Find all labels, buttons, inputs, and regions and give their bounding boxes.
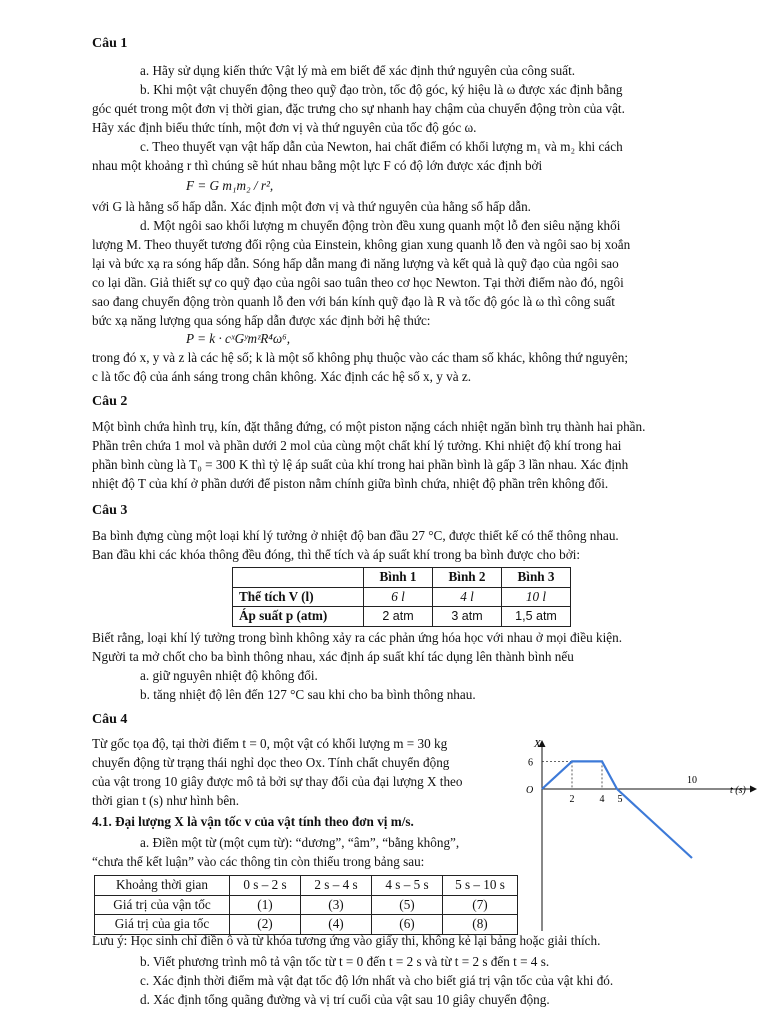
table-cell: (7) [443,895,518,915]
table-cell: 6 l [364,587,433,607]
q3-a: a. giữ nguyên nhiệt độ không đổi. [140,668,318,683]
q4-intro2: chuyển động từ trạng thái nghỉ dọc theo Ox. Tính chất chuyển động [92,755,450,770]
table-cell: (6) [372,915,443,935]
q1-b-line2: góc quét trong một đơn vị thời gian, đặc trưng cho sự nhanh hay chậm của chuyển động tròn của vật. [92,101,625,116]
q4-table-header-cell: 2 s – 4 s [301,876,372,896]
q1-a: a. Hãy sử dụng kiến thức Vật lý mà em biết để xác định thứ nguyên của công suất. [140,63,576,78]
q1-d-line6: bức xạ năng lượng qua sóng hấp dẫn được xác định bởi hệ thức: [92,313,431,328]
q2-line2: Phần trên chứa 1 mol và phần dưới 2 mol của cùng một chất khí lý tưởng. Khi nhiệt độ khí trong hai [92,438,622,453]
q4-table-header-cell: 0 s – 2 s [230,876,301,896]
table-cell: (1) [230,895,301,915]
table-row [95,895,518,915]
q4-table-header-cell: 4 s – 5 s [372,876,443,896]
table-cell: (2) [230,915,301,935]
q1-title: Câu 1 [92,36,128,51]
q3-line2: Ban đầu khi các khóa thông đều đóng, thì thể tích và áp suất khí trong ba bình được cho bởi: [92,547,581,562]
q1-d-line1: d. Một ngôi sao khối lượng m chuyển động tròn đều xung quanh một lỗ đen siêu nặng khối [140,218,621,233]
y-tick-label: 6 [528,757,533,769]
q1-d-line3: lại và bức xạ ra sóng hấp dẫn. Sóng hấp dẫn mang đi năng lượng và kết quả là quỹ đạo của ngôi sao [92,256,619,271]
q4-a-line2: “chưa thể kết luận” vào các thông tin còn thiếu trong bảng sau: [92,854,425,869]
q1-d-formula: P = k · cˣGʸmᶻR⁴ω⁶, [186,331,291,346]
table-cell: 3 atm [433,607,502,627]
table-row [233,607,571,627]
q1-d-after1: trong đó x, y và z là các hệ số; k là một số không phụ thuộc vào các tham số khác, không thứ nguyên; [92,350,628,365]
q3-row-label: Áp suất p (atm) [233,607,364,627]
q3-table-corner [233,568,364,588]
q1-d-line5: sao đang chuyển động tròn quanh lỗ đen với bán kính quỹ đạo là R và tốc độ góc là ω thì công suất [92,294,615,309]
q4-table-header [95,876,518,896]
x-tick-label: 10 [687,775,697,786]
q1-c-after: với G là hằng số hấp dẫn. Xác định một đơn vị và thứ nguyên của hằng số hấp dẫn. [92,199,531,214]
table-cell: 2 atm [364,607,433,627]
x-tick-label: 2 [569,794,575,805]
q4-intro1: Từ gốc tọa độ, tại thời điểm t = 0, một vật có khối lượng m = 30 kg [92,736,448,751]
q1-b-line3: Hãy xác định biểu thức tính, một đơn vị và thứ nguyên của tốc độ góc ω. [92,120,477,135]
q1-d-line4: co lại dần. Giả thiết sự co quỹ đạo của ngôi sao tuân theo cơ học Newton. Tại thời điểm nào đó, ngôi [92,275,624,290]
table-cell: 4 l [433,587,502,607]
q3-after2: Người ta mở chốt cho ba bình thông nhau, xác định áp suất khí tác dụng lên thành bình nếu [92,649,574,664]
q1-d-after2: c là tốc độ của ánh sáng trong chân không. Xác định các hệ số x, y và z. [92,369,472,384]
q4-intro3: của vật trong 10 giây được mô tả bởi sự thay đổi của đại lượng X theo [92,774,463,789]
y-axis-label: X [534,738,541,750]
q3-table [232,567,571,627]
q3-b: b. tăng nhiệt độ lên đến 127 °C sau khi cho ba bình thông nhau. [140,687,476,702]
q4-table-header-cell: Khoảng thời gian [95,876,230,896]
series-line [542,761,692,858]
table-cell: (3) [301,895,372,915]
q3-line1: Ba bình đựng cùng một loại khí lý tưởng ở nhiệt độ ban đầu 27 °C, được thiết kế có thể thông nhau. [92,528,619,543]
q4-intro4: thời gian t (s) như hình bên. [92,793,240,808]
q3-after1: Biết rằng, loại khí lý tưởng trong bình không xảy ra các phản ứng hóa học với nhau ở mọi điều kiện. [92,630,623,645]
q4-title: Câu 4 [92,712,128,727]
q1-b-line1: b. Khi một vật chuyển động theo quỹ đạo tròn, tốc độ góc, ký hiệu là ω được xác định bằng [140,82,623,97]
q3-table-header-cell: Bình 1 [364,568,433,588]
q1-d-line2: lượng M. Theo thuyết tương đối rộng của Einstein, không gian xung quanh lỗ đen và ngôi sao bị xoắn [92,237,631,252]
q4-c: c. Xác định thời điểm mà vật đạt tốc độ lớn nhất và cho biết giá trị vận tốc của vật khi đó. [140,973,614,988]
table-cell: 10 l [502,587,571,607]
table-cell: (4) [301,915,372,935]
origin-label: O [526,785,534,796]
table-cell: (8) [443,915,518,935]
q1-c-formula: F = G m₁m₂ / r², [186,178,274,193]
q2-line3: phần bình cùng là T₀ = 300 K thì tỷ lệ áp suất của khí trong hai phần bình là gấp 3 lần nhau. Xác định [92,457,629,472]
q1-c-line1: c. Theo thuyết vạn vật hấp dẫn của Newton, hai chất điểm có khối lượng m₁ và m₂ khi cách [140,139,623,154]
table-cell: 1,5 atm [502,607,571,627]
x-tick-label: 5 [617,794,623,805]
q3-title: Câu 3 [92,503,128,518]
q4-row-label: Giá trị của gia tốc [95,915,230,935]
x-axis-label: t (s) [730,785,746,796]
q2-line1: Một bình chứa hình trụ, kín, đặt thẳng đứng, có một piston nặng cách nhiệt ngăn bình trụ thành hai phần. [92,419,646,434]
q2-line4: nhiệt độ T của khí ở phần dưới để piston nằm chính giữa bình chứa, nhiệt độ phần trên không đổi. [92,476,609,491]
q4-table-header-cell: 5 s – 10 s [443,876,518,896]
q3-table-header-cell: Bình 3 [502,568,571,588]
q4-a-line1: a. Điền một từ (một cụm từ): “dương”, “âm”, “bằng không”, [140,835,460,850]
q3-table-header [233,568,571,588]
q4-d: d. Xác định tổng quãng đường và vị trí cuối của vật sau 10 giây chuyển động. [140,992,550,1007]
x-tick-label: 4 [599,794,605,805]
velocity-time-graph [520,735,760,935]
q4-sub41: 4.1. Đại lượng X là vận tốc v của vật tính theo đơn vị m/s. [92,814,414,829]
q2-title: Câu 2 [92,394,128,409]
table-cell: (5) [372,895,443,915]
table-row [233,587,571,607]
q3-row-label: Thể tích V (l) [233,587,364,607]
q4-row-label: Giá trị của vận tốc [95,895,230,915]
q3-table-header-cell: Bình 2 [433,568,502,588]
q4-b: b. Viết phương trình mô tả vận tốc từ t = 0 đến t = 2 s và từ t = 2 s đến t = 4 s. [140,954,550,969]
q1-c-line2: nhau một khoảng r thì chúng sẽ hút nhau bằng một lực F có độ lớn được xác định bởi [92,158,543,173]
q4-table [94,875,518,935]
q4-note: Lưu ý: Học sinh chỉ điền ô và từ khóa tương ứng vào giấy thi, không kẻ lại bảng hoặc giải thích. [92,933,601,948]
